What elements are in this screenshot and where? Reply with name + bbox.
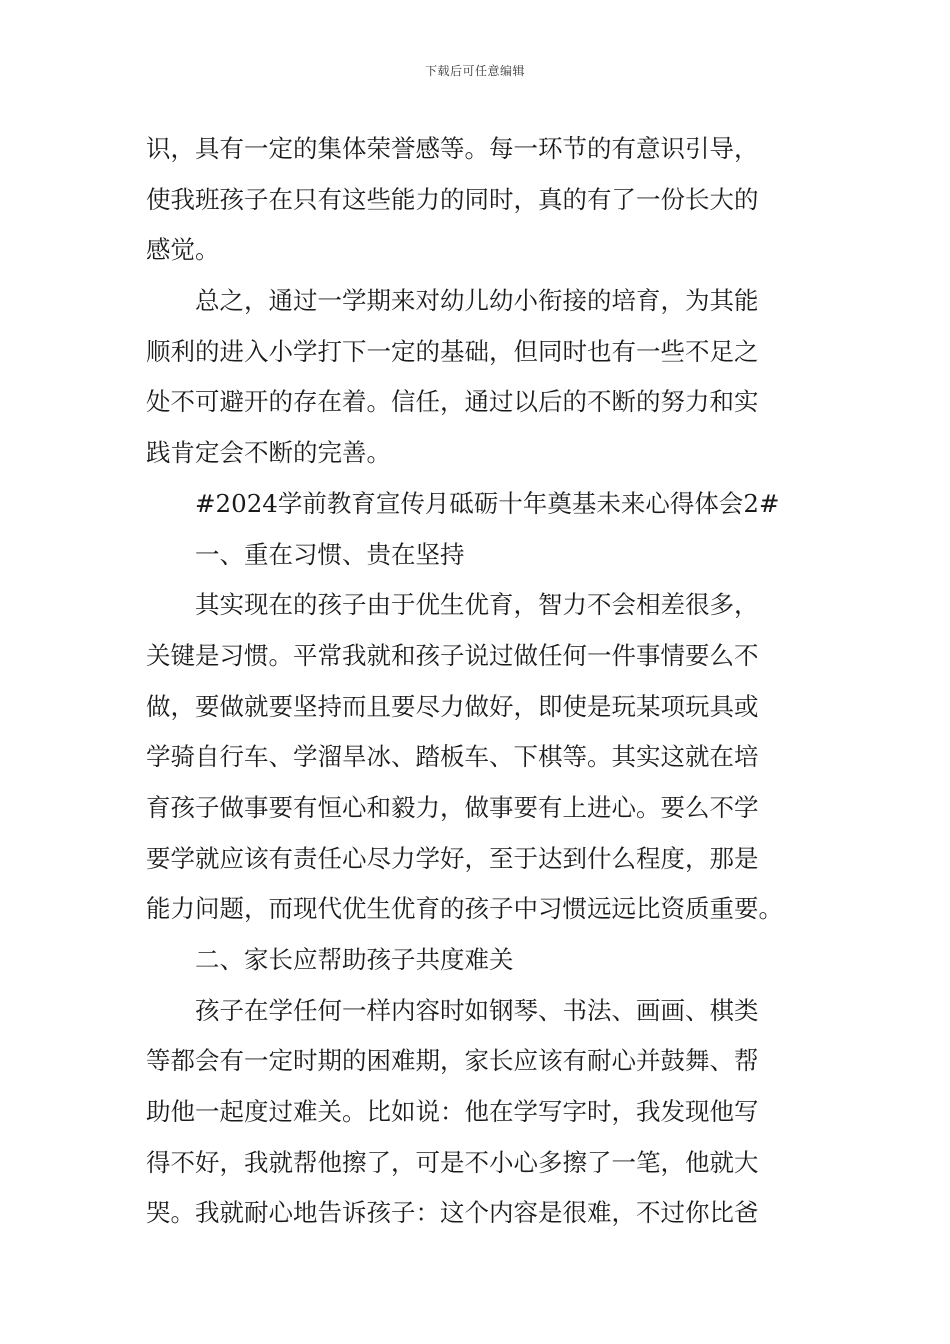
text-line: 总之，通过一学期来对幼儿幼小衔接的培育，为其能 xyxy=(195,286,759,316)
text-line: 能力问题，而现代优生优育的孩子中习惯远远比资质重要。 xyxy=(146,894,783,924)
text-line: 顺利的进入小学打下一定的基础，但同时也有一些不足之 xyxy=(146,336,759,366)
text-line: 哭。我就耐心地告诉孩子：这个内容是很难，不过你比爸 xyxy=(146,1198,759,1228)
text-line: 使我班孩子在只有这些能力的同时，真的有了一份长大的 xyxy=(146,184,759,214)
text-line: 二、家长应帮助孩子共度难关 xyxy=(195,945,514,974)
text-line: 育孩子做事要有恒心和毅力，做事要有上进心。要么不学 xyxy=(146,792,759,822)
text-line: 关键是习惯。平常我就和孩子说过做任何一件事情要么不 xyxy=(146,640,759,670)
text-line: 感觉。 xyxy=(146,235,220,265)
document-body xyxy=(146,124,806,1239)
text-line: 孩子在学任何一样内容时如钢琴、书法、画画、棋类 xyxy=(195,995,759,1025)
text-line: 践肯定会不断的完善。 xyxy=(146,438,391,468)
text-line: 做，要做就要坚持而且要尽力做好，即使是玩某项玩具或 xyxy=(146,691,759,721)
text-line: 得不好，我就帮他擦了，可是不小心多擦了一笔，他就大 xyxy=(146,1147,759,1177)
text-line: 识，具有一定的集体荣誉感等。每一环节的有意识引导， xyxy=(146,134,759,163)
text-line: 处不可避开的存在着。信任，通过以后的不断的努力和实 xyxy=(146,387,759,417)
text-line: 助他一起度过难关。比如说：他在学写字时，我发现他写 xyxy=(146,1097,759,1127)
text-line: 等都会有一定时期的困难期，家长应该有耐心并鼓舞、帮 xyxy=(146,1046,759,1076)
text-line: 其实现在的孩子由于优生优育，智力不会相差很多， xyxy=(195,590,759,620)
page-header: 下载后可任意编辑 xyxy=(424,64,525,78)
text-line: 学骑自行车、学溜旱冰、踏板车、下棋等。其实这就在培 xyxy=(146,742,759,772)
text-line: #2024学前教育宣传月砥砺十年奠基未来心得体会2# xyxy=(195,488,780,518)
text-line: 要学就应该有责任心尽力学好，至于达到什么程度，那是 xyxy=(146,843,759,873)
text-line: 一、重在习惯、贵在坚持 xyxy=(195,539,465,569)
